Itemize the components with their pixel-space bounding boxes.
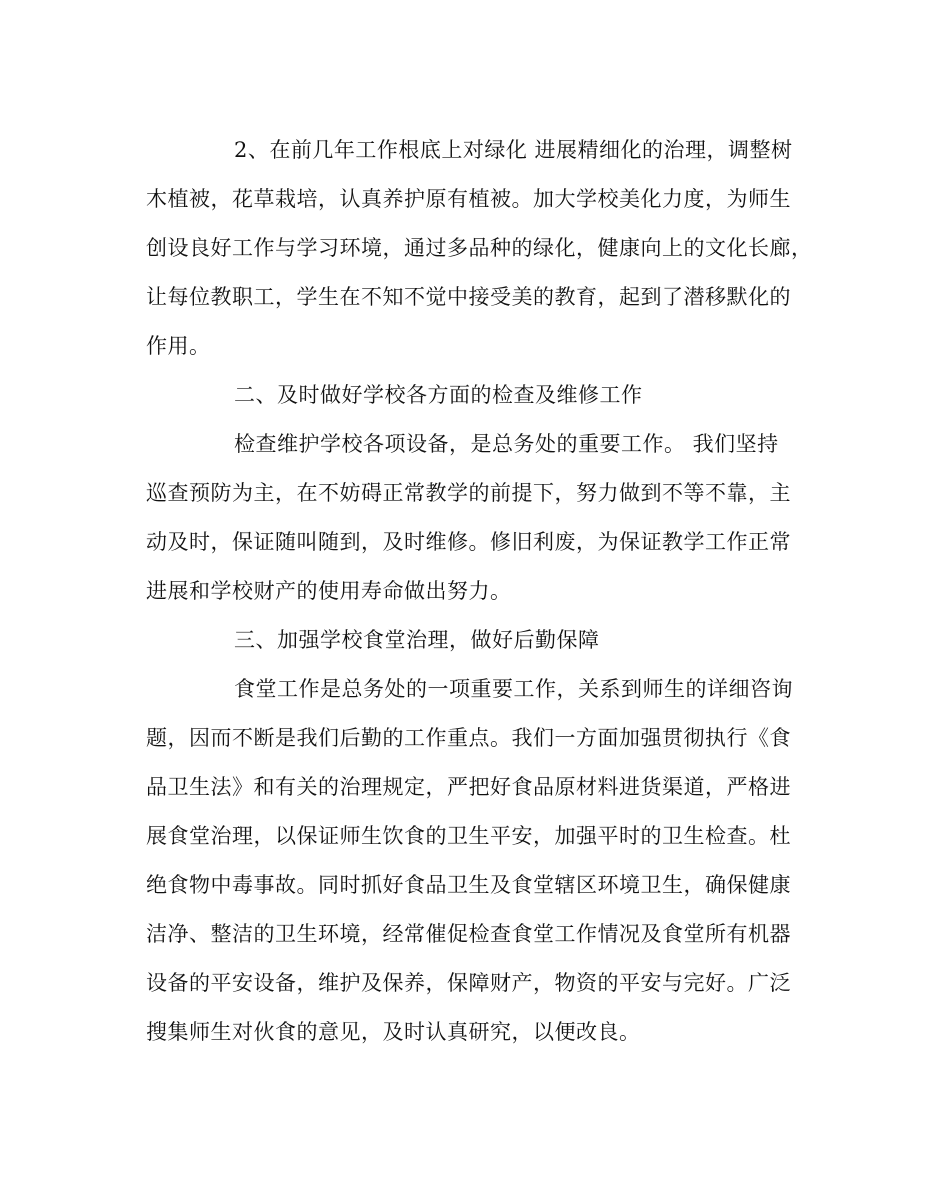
paragraph-line: 进展和学校财产的使用寿命做出努力。	[146, 579, 512, 603]
body-text	[146, 126, 813, 1057]
paragraph-line: 作用。	[146, 334, 211, 358]
paragraph-line: 让每位教职工，学生在不知不觉中接受美的教育，起到了潜移默化的	[146, 285, 791, 309]
paragraph-line: 巡查预防为主，在不妨碍正常教学的前提下，努力做到不等不靠，主	[146, 481, 791, 505]
paragraph-line: 品卫生法》和有关的治理规定，严把好食品原材料进货渠道，严格进	[146, 775, 791, 799]
section-heading: 三、加强学校食堂治理，做好后勤保障	[234, 628, 600, 652]
section-heading: 二、及时做好学校各方面的检查及维修工作	[234, 383, 643, 407]
paragraph-line: 木植被，花草栽培，认真养护原有植被。加大学校美化力度，为师生	[146, 187, 791, 211]
paragraph-line: 搜集师生对伙食的意见，及时认真研究，以便改良。	[146, 1020, 641, 1044]
paragraph-line: 绝食物中毒事故。同时抓好食品卫生及食堂辖区环境卫生，确保健康	[146, 873, 791, 897]
paragraph-line: 检查维护学校各项设备，是总务处的重要工作。 我们坚持	[234, 432, 779, 456]
paragraph-line: 展食堂治理，以保证师生饮食的卫生平安，加强平时的卫生检查。杜	[146, 824, 791, 848]
paragraph-line: 题，因而不断是我们后勤的工作重点。我们一方面加强贯彻执行《食	[146, 726, 791, 750]
paragraph-line: 洁净、整洁的卫生环境，经常催促检查食堂工作情况及食堂所有机器	[146, 922, 791, 946]
paragraph-line: 动及时，保证随叫随到，及时维修。修旧利废，为保证教学工作正常	[146, 530, 791, 554]
paragraph-line: 创设良好工作与学习环境，通过多品种的绿化，健康向上的文化长廊，	[146, 236, 813, 260]
paragraph-line: 食堂工作是总务处的一项重要工作，关系到师生的详细咨询	[234, 677, 793, 701]
paragraph-line: 设备的平安设备，维护及保养，保障财产，物资的平安与完好。广泛	[146, 971, 791, 995]
paragraph-line: 2、在前几年工作根底上对绿化 进展精细化的治理，调整树	[234, 138, 793, 162]
